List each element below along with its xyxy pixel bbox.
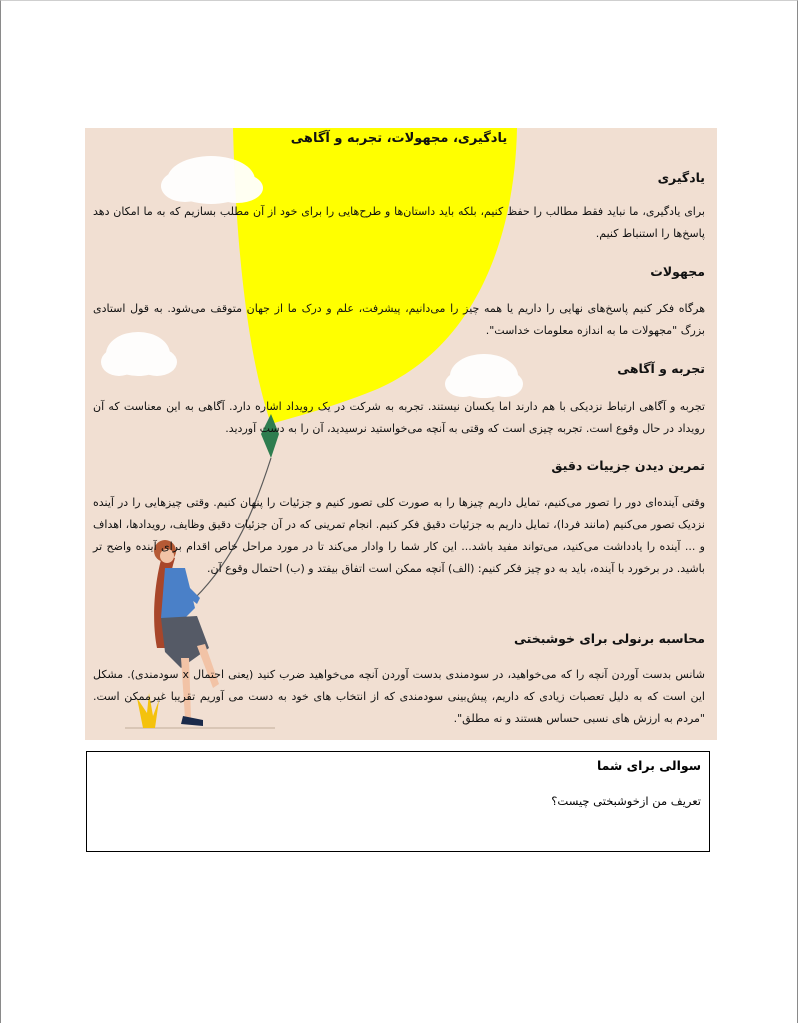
- section-text: برای یادگیری، ما نباید فقط مطالب را حفظ کنیم، بلکه باید داستان‌ها و طرح‌هایی را برای خود از آن مطلب بسازیم که به ما امکان دهد پاسخ‌ها را استنباط کنیم.: [93, 205, 705, 240]
- section-text: تجربه و آگاهی ارتباط نزدیکی با هم دارند اما یکسان نیستند. تجربه به شرکت در یک رویداد اشاره دارد. آگاهی به این معناست که آن رویداد در حال وقوع است. تجربه چیزی است که وقتی به آنچه می‌خواستید نرسیدید، آن را به دست آوردید.: [93, 400, 705, 435]
- section-heading: مجهولات: [650, 264, 705, 279]
- section-text: هرگاه فکر کنیم پاسخ‌های نهایی را داریم یا همه چیز را می‌دانیم، پیشرفت، علم و درک ما از جهان متوقف می‌شود. به قول استادی بزرگ "مجهولات ما به اندازه معلومات خداست".: [93, 302, 705, 337]
- article-content: [93, 128, 705, 740]
- section-heading: یادگیری: [657, 170, 705, 185]
- question-text: تعریف من ازخوشبختی چیست؟: [551, 794, 701, 808]
- question-box: [86, 751, 710, 852]
- section-text: شانس بدست آوردن آنچه را که می‌خواهید، در سودمندی بدست آوردن آنچه می‌خواهید ضرب کنید (یعنی احتمال x سودمندی). مشکل این است که به دلیل تعصبات زیادی که داریم، پیش‌بینی سودمندی که از انتخاب های خود به دست می آوریم تقریبا غیرممکن است. "مردم به ارزش های نسبی حساس هستند و نه مطلق".: [93, 668, 705, 725]
- article-panel: [85, 128, 717, 740]
- section-heading: تجربه و آگاهی: [617, 361, 705, 376]
- article-title: یادگیری، مجهولات، تجربه و آگاهی: [290, 131, 508, 146]
- question-title: سوالی برای شما: [596, 758, 701, 773]
- section-heading: تمرین دیدن جزییات دقیق: [551, 458, 705, 473]
- section-heading: محاسبه برنولی برای خوشبختی: [513, 631, 705, 646]
- section-text: وقتی آینده‌ای دور را تصور می‌کنیم، تمایل داریم چیزها را به صورت کلی تصور کنیم و جزئیات را پنهان کنیم. وقتی چیزهایی را در آینده نزدیک تصور می‌کنیم (مانند فردا)، تمایل داریم به جزئیات دقیق فکر کنیم. انجام تمرینی که در آن جزئیات دقیق وظایف، رویدادها، اهداف و ... آینده را یادداشت می‌کنید، می‌تواند مفید باشد... این کار شما را وادار می‌کند تا در مورد مراحل خاص اقدام برای آینده واضح تر باشید. در برخورد با آینده، باید به دو چیز فکر کنیم: (الف) آنچه ممکن است اتفاق بیفتد و (ب) احتمال وقوع آن.: [93, 496, 705, 575]
